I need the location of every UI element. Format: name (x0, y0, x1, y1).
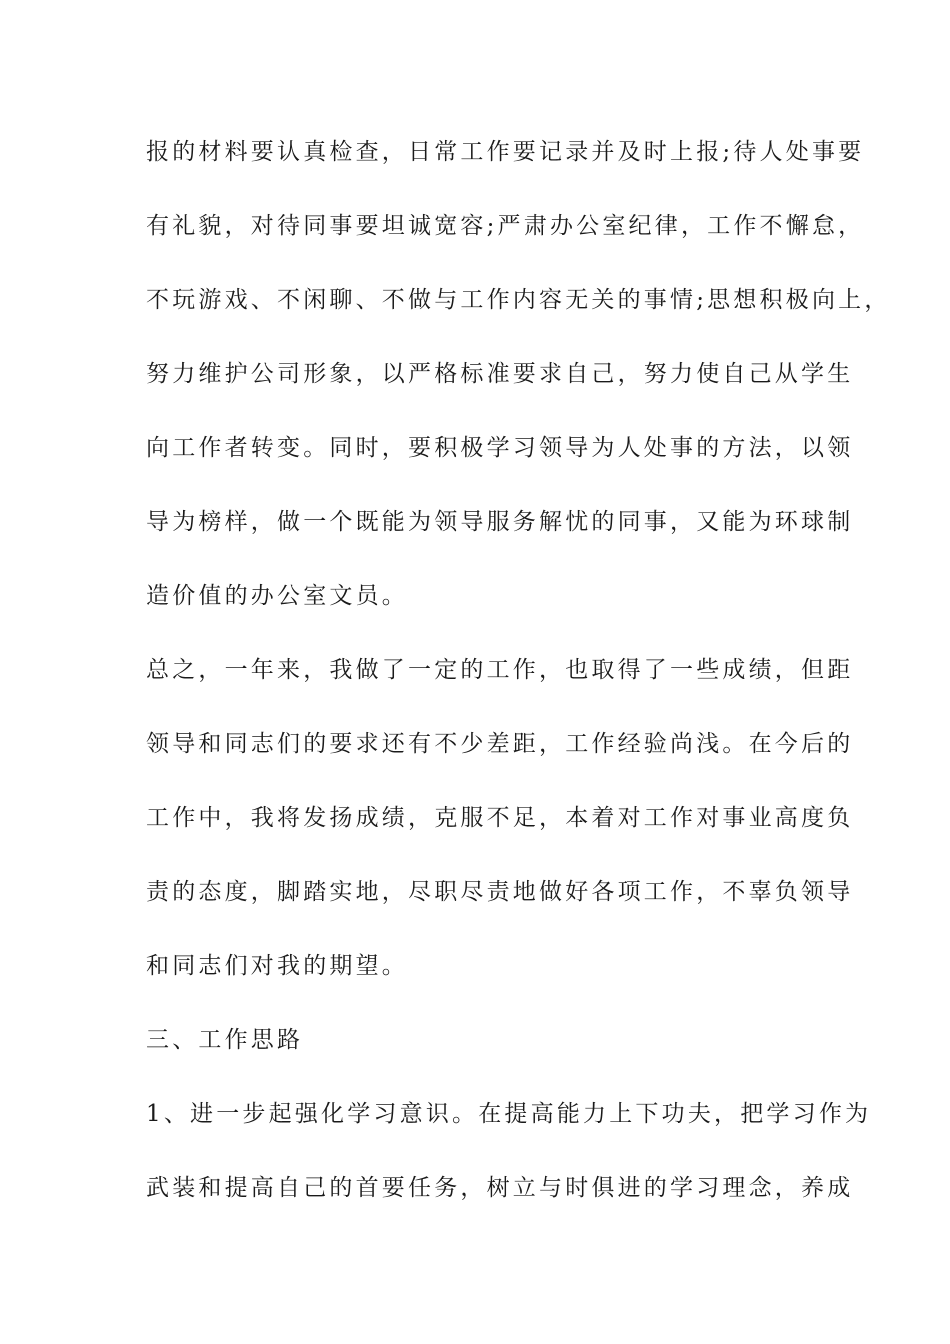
text-line: 有礼貌，对待同事要坦诚宽容;严肃办公室纪律，工作不懈怠， (146, 213, 865, 239)
text-line: 领导和同志们的要求还有不少差距，工作经验尚浅。在今后的 (146, 731, 854, 757)
text-line: 武装和提高自己的首要任务，树立与时俱进的学习理念，养成 (146, 1175, 854, 1201)
text-line: 报的材料要认真检查，日常工作要记录并及时上报;待人处事要 (146, 139, 865, 165)
text-line: 1、进一步起强化学习意识。在提高能力上下功夫，把学习作为 (146, 1101, 872, 1127)
text-line: 工作中，我将发扬成绩，克服不足，本着对工作对事业高度负 (146, 805, 854, 831)
text-line: 造价值的办公室文员。 (146, 583, 408, 609)
text-line: 责的态度，脚踏实地，尽职尽责地做好各项工作，不辜负领导 (146, 879, 854, 905)
text-line: 和同志们对我的期望。 (146, 953, 408, 979)
text-line: 导为榜样，做一个既能为领导服务解忧的同事，又能为环球制 (146, 509, 854, 535)
section-heading: 三、工作思路 (146, 1027, 304, 1053)
text-line: 不玩游戏、不闲聊、不做与工作内容无关的事情;思想积极向上， (146, 287, 891, 313)
text-line: 努力维护公司形象，以严格标准要求自己，努力使自己从学生 (146, 361, 854, 387)
text-line: 总之，一年来，我做了一定的工作，也取得了一些成绩，但距 (146, 657, 854, 683)
text-line: 向工作者转变。同时，要积极学习领导为人处事的方法，以领 (146, 435, 854, 461)
